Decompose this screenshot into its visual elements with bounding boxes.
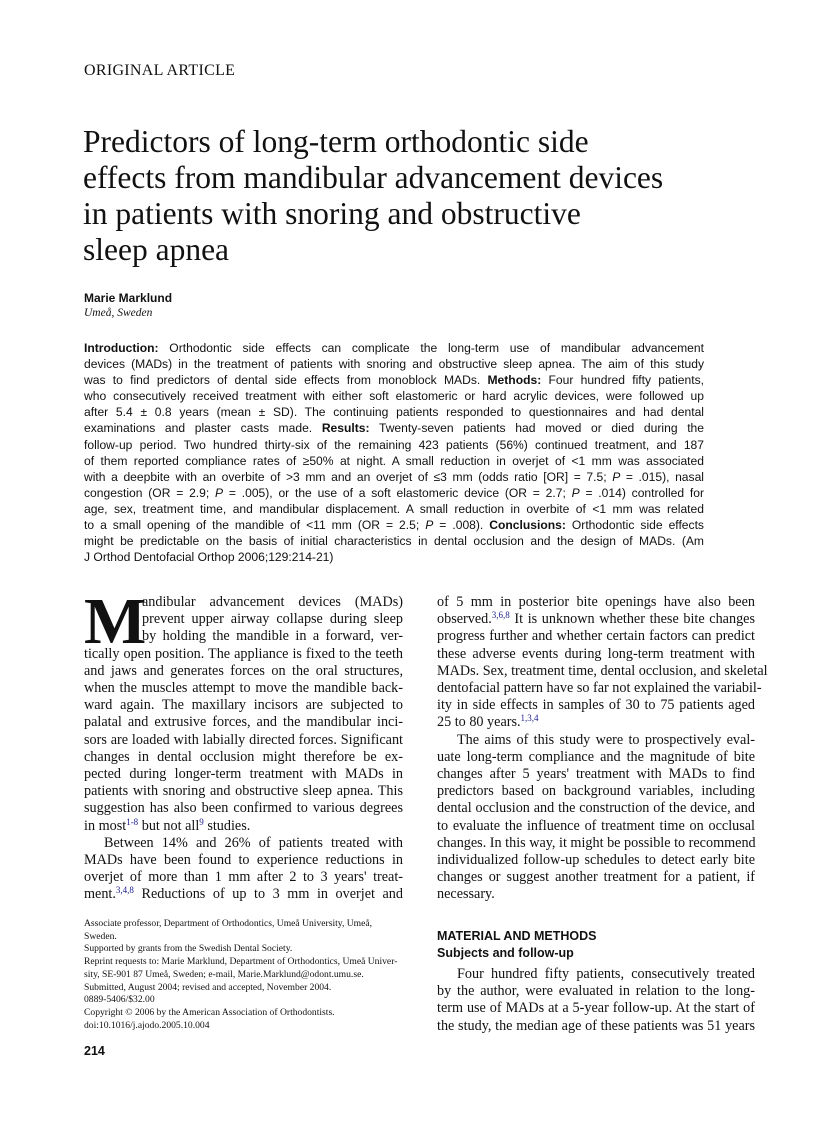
abstract [84, 340, 704, 565]
title-line: in patients with snoring and obstructive [83, 196, 581, 231]
body-line: Between 14% and 26% of patients treated with [104, 834, 403, 851]
abstract-line: follow-up period. Two hundred thirty-six of the remaining 423 patients (56%) continued treatment, and 187 [84, 437, 704, 452]
body-line: MADs. Sex, treatment time, dental occlusion, and skeletal [437, 662, 768, 679]
article-title [83, 124, 763, 268]
body-column-right [437, 594, 768, 904]
citation-link[interactable]: 3,4,8 [115, 885, 134, 896]
footnote-line: Sweden. [84, 930, 117, 942]
body-line: palatal and extrusive forces, and the mandibular inci- [84, 714, 403, 731]
author-name: Marie Marklund [84, 291, 173, 305]
drop-cap: M [84, 585, 147, 658]
body-line: predictors based on background variables, including [437, 783, 755, 800]
citation-link[interactable]: 1-8 [126, 816, 139, 827]
section-heading: MATERIAL AND METHODS [437, 929, 597, 943]
footnote-line: Supported by grants from the Swedish Dental Society. [84, 943, 293, 955]
body-line: these adverse events during long-term treatment with [437, 645, 755, 662]
section-label: ORIGINAL ARTICLE [84, 62, 236, 79]
title-line: effects from mandibular advancement devices [83, 160, 664, 195]
abstract-line: with a deepbite with an overbite of >3 mm and an overjet of ≤3 mm (odds ratio [OR] = 7.5; P = .015), nasal [84, 469, 704, 484]
body-line: changes in dental occlusion might therefore be ex- [84, 748, 403, 765]
abstract-line: congestion (OR = 2.9; P = .005), or the use of a soft elastomeric device (OR = 2.7; P = .014) controlled for [84, 485, 704, 500]
p-value-label: P = [425, 518, 453, 533]
body-line: patients with snoring and obstructive sleep apnea. This [84, 783, 403, 800]
body-line: sors are loaded with labially directed forces. Significant [84, 731, 403, 748]
page-number: 214 [84, 1044, 105, 1058]
footnote-line: Submitted, August 2004; revised and accepted, November 2004. [84, 981, 332, 993]
body-line: changes or suggest another treatment for a patient, if [437, 869, 755, 886]
body-line: observed.$^{3,6,8}$ It is unknown whether these bite changes [437, 610, 755, 628]
body-line: overjet of more than 1 mm after 2 to 3 years' treat- [84, 869, 403, 886]
abstract-line: might be predictable on the basis of initial characteristics in dental occlusion and the design of MADs. (Am [84, 534, 704, 549]
abstract-label: Results: [321, 421, 370, 436]
body-line: The aims of this study were to prospectively eval- [457, 731, 755, 748]
body-line: term use of MADs at a 5-year follow-up. At the start of [437, 1000, 755, 1017]
abstract-label: Introduction: [84, 341, 159, 355]
body-line: dental occlusion and the construction of the device, and [437, 800, 755, 817]
body-line: by holding the mandible in a forward, ver- [142, 628, 403, 645]
p-value-label: P = [215, 485, 242, 500]
body-line: to evaluate the influence of treatment time on occlusal [437, 817, 755, 834]
abstract-line: after 5.4 ± 0.8 years (mean ± SD). The continuing patients responded to questionnaires and had dental [84, 405, 704, 420]
body-line: ity in side effects in samples of 30 to 75 patients aged [437, 697, 755, 714]
body-line: necessary. [437, 886, 495, 903]
author-affiliation: Umeå, Sweden [84, 307, 153, 319]
abstract-line: J Orthod Dentofacial Orthop 2006;129:214-21) [84, 550, 334, 565]
body-line: by the author, were evaluated in relation to the long- [437, 983, 755, 1000]
body-line: changes. In this way, it might be possible to recommend [437, 834, 756, 851]
footnote-line: Associate professor, Department of Orthodontics, Umeå University, Umeå, [84, 918, 373, 929]
body-line: suggestion has also been confirmed to various degrees [84, 800, 403, 817]
body-line: tically open position. The appliance is fixed to the teeth [84, 645, 403, 662]
body-line: and jaws and generates forces on the oral structures, [84, 662, 403, 679]
body-line: ward again. The maxillary incisors are subjected to [84, 697, 403, 714]
abstract-label: Methods: [487, 373, 542, 388]
body-line: MADs have been found to experience reductions in [84, 852, 403, 869]
body-line: pected during longer-term treatment with MADs in [84, 766, 403, 783]
abstract-line: age, sex, treatment time, and mandibular displacement. A small reduction in overbite of <1 mm was related [84, 501, 704, 516]
body-line: ment.$^{3,4,8}$ Reductions of up to 3 mm in overjet and [84, 885, 403, 903]
body-line: Four hundred fifty patients, consecutively treated [457, 966, 755, 982]
methods-paragraph [437, 966, 755, 1035]
abstract-line: examinations and plaster casts made. Results: Twenty-seven patients had moved or died during the [84, 421, 705, 436]
body-line: changes after 5 years' treatment with MADs to find [437, 766, 755, 783]
citation-link[interactable]: 1,3,4 [520, 713, 539, 724]
p-value-label: P = [571, 485, 599, 500]
footnote-line: 0889-5406/$32.00 [84, 994, 155, 1006]
body-line: the study, the median age of these patients was 51 years [437, 1017, 755, 1034]
abstract-line: to a small opening of the mandible of <11 mm (OR = 2.5; P = .008). Conclusions: Orthodontic side effects [84, 518, 704, 533]
citation-link[interactable]: 9 [199, 816, 204, 827]
title-line: Predictors of long-term orthodontic side [83, 124, 589, 159]
footnote-line: sity, SE-901 87 Umeå, Sweden; e-mail, Marie.Marklund@odont.umu.se. [84, 968, 364, 980]
body-line: progress further and whether certain factors can predict [437, 628, 755, 645]
body-line: dentofacial pattern have so far not explained the variabil- [437, 680, 762, 697]
citation-link[interactable]: 3,6,8 [491, 610, 510, 621]
body-line: of 5 mm in posterior bite openings have also been [437, 594, 755, 610]
body-line: 25 to 80 years.$^{1,3,4}$ [437, 713, 539, 731]
body-line: uate long-term compliance and the magnitude of bite [437, 748, 755, 765]
body-line: when the muscles attempt to move the mandible back- [84, 680, 403, 697]
abstract-line: of them reported compliance rates of ≥50% at night. A small reduction in overjet of <1 mm was associated [84, 453, 704, 468]
abstract-line: was to find predictors of dental side effects from monoblock MADs. Methods: Four hundred fifty patients, [84, 373, 704, 388]
footnote-line: Copyright © 2006 by the American Association of Orthodontists. [84, 1006, 335, 1018]
body-line: in most$^{1-8}$ but not all$^9$ studies. [84, 816, 251, 834]
body-line: individualized follow-up schedules to detect early bite [437, 852, 755, 869]
abstract-line: who consecutively received treatment with either soft elastomeric or hard acrylic devices, were followed up [84, 389, 704, 404]
abstract-line: Introduction: Orthodontic side effects can complicate the long-term use of mandibular advancement [84, 341, 704, 355]
p-value-label: P = [612, 469, 639, 484]
footnote-line: doi:10.1016/j.ajodo.2005.10.004 [84, 1019, 210, 1031]
abstract-line: devices (MADs) in the treatment of patients with snoring and obstructive sleep apnea. The aim of this study [84, 357, 704, 372]
footnotes [84, 918, 404, 1032]
abstract-label: Conclusions: [489, 518, 566, 533]
body-column-left [84, 585, 403, 904]
title-line: sleep apnea [83, 232, 230, 267]
footnote-line: Reprint requests to: Marie Marklund, Department of Orthodontics, Umeå Univer- [84, 956, 398, 968]
body-line: prevent upper airway collapse during sleep [142, 611, 403, 628]
body-line: andibular advancement devices (MADs) [142, 594, 403, 610]
subsection-heading: Subjects and follow-up [437, 946, 574, 960]
